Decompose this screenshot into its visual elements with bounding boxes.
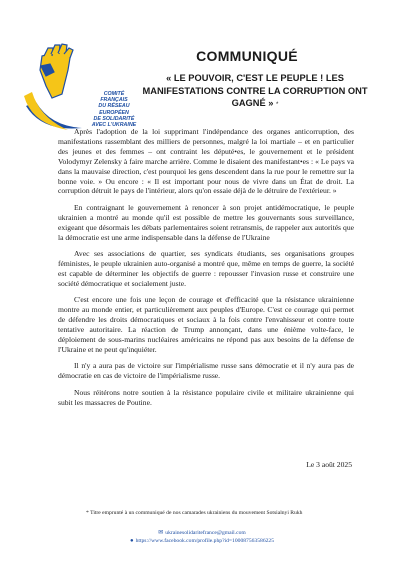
- email-link[interactable]: ukrainesolidaritefrance@gmail.com: [165, 530, 246, 536]
- email-contact[interactable]: [0, 529, 404, 536]
- paragraph: Avec ses associations de quartier, ses syndicats étudiants, ses organisations groupes féministes, le peuple ukrainien auto-organisé a montré que, même en temps de guerre, la société est capable de déterminer les objectifs de guerre : repousser l'invasion russe et construire une société démocratique et socialement juste.: [58, 249, 354, 288]
- paragraph: Il n'y a aura pas de victoire sur l'impérialisme russe sans démocratie et il n'y aura pas de démocratie en cas de victoire de l'impérialisme russe.: [58, 361, 354, 381]
- subtitle-footnote-mark: *: [276, 102, 279, 108]
- page-subtitle: « LE POUVOIR, C'EST LE PEUPLE ! LES MANIFESTATIONS CONTRE LA CORRUPTION ONT GAGNÉ » *: [142, 73, 368, 108]
- facebook-icon: ●: [129, 538, 134, 544]
- footnote: * Titre emprunté à un communiqué de nos camarades ukrainiens du mouvement Sotsialnyi Rukh: [86, 510, 303, 516]
- paragraph: C'est encore une fois une leçon de courage et d'efficacité que la résistance ukrainienne montre au monde entier, et particulièrement aux peuples d'Europe. C'est ce courage qui permet de défendre les droits démocratiques et sociaux à la fois contre l'envahisseur et contre toute tentative autoritaire. La réaction de Trump annonçant, dans une énième volte-face, le déploiement de sous-marins nucléaires américains ne répond pas aux besoins de la défense de l'Ukraine et ne peut qu'inquiéter.: [58, 295, 354, 354]
- page-title: COMMUNIQUÉ: [196, 48, 298, 64]
- paragraph: En contraignant le gouvernement à renoncer à son projet antidémocratique, le peuple ukrainien a montré au monde qu'il est possible de mettre les gouvernants sous surveillance, exigeant que désormais les débats parlementaires soient retransmis, de rappeler aux autorités que la démocratie est une arme indispensable dans la défense de l'Ukraine: [58, 202, 354, 242]
- envelope-icon: ✉: [158, 530, 164, 536]
- date: Le 3 août 2025: [306, 460, 352, 469]
- facebook-contact[interactable]: [0, 538, 404, 544]
- facebook-link[interactable]: https://www.facebook.com/profile.php?id=100087563586225: [135, 538, 275, 544]
- logo-text: COMITÉ FRANÇAIS DU RÉSEAU EUROPÉEN DE SOLIDARITÉ AVEC L'UKRAINE: [91, 91, 137, 129]
- paragraph: Après l'adoption de la loi supprimant l'indépendance des organes anticorruption, des manifestations rassemblant des milliers de personnes, malgré la loi martiale – et en particulier des jeunes et des femmes – ont contraint les député•es, le gouvernement et le président Volodymyr Zelensky à faire marche arrière. Comme le disaient des manifestant•es : « Le pays va dans la mauvaise direction, c'est pourquoi les gens descendent dans la rue pour le remettre sur la bonne voie. » Ou encore : « Il est important pour nous de vivre dans un État de droit. La corruption détruit le pays de l'intérieur, alors qu'on essaie déjà de le détruire de l'extérieur. »: [58, 127, 354, 196]
- paragraph: Nous réitérons notre soutien à la résistance populaire civile et militaire ukrainienne qui subit les massacres de Poutine.: [58, 387, 354, 407]
- communique-body: [58, 127, 354, 414]
